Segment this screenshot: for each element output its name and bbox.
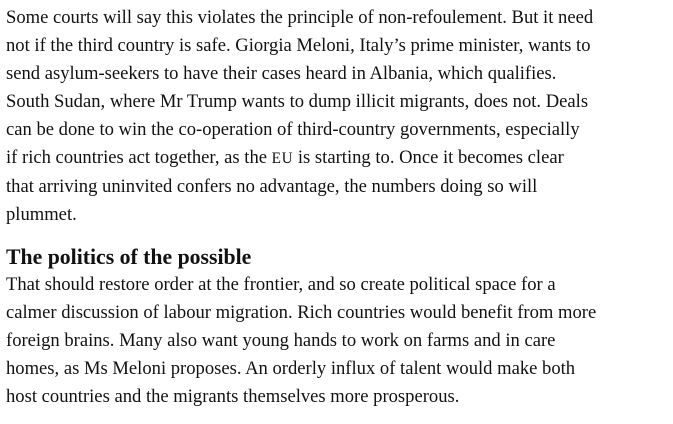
paragraph-labour-migration: That should restore order at the frontier, and so create political space for a calmer discussion of labour migration. Rich countries would benefit from more foreign brains. Many also want young hands to work on farms and in care homes, as Ms Meloni proposes. An orderly influx of talent would make both host countries and the migrants themselves more prosperous.	[6, 274, 597, 407]
article-body	[6, 4, 670, 411]
paragraph-safe-third-country	[6, 4, 670, 229]
section-heading: The politics of the possible	[6, 245, 252, 269]
paragraph-text-part: Some courts will say this violates the principle of non-refoulement. But it need not if the third country is safe. Giorgia Meloni, Italy’s prime minister, wants to send asylum-seekers to have their cases heard in Albania, which qualifies. South Sudan, where Mr Trump wants to dump illicit migrants, does not. Deals can be done to win the co-operation of third-country governments, especially if rich countries act together, as the	[6, 7, 594, 168]
eu-abbreviation: EU	[271, 150, 294, 167]
paragraph-text-part: is starting to. Once it becomes clear that arriving uninvited confers no advantage, the numbers doing so will plummet.	[6, 147, 564, 225]
